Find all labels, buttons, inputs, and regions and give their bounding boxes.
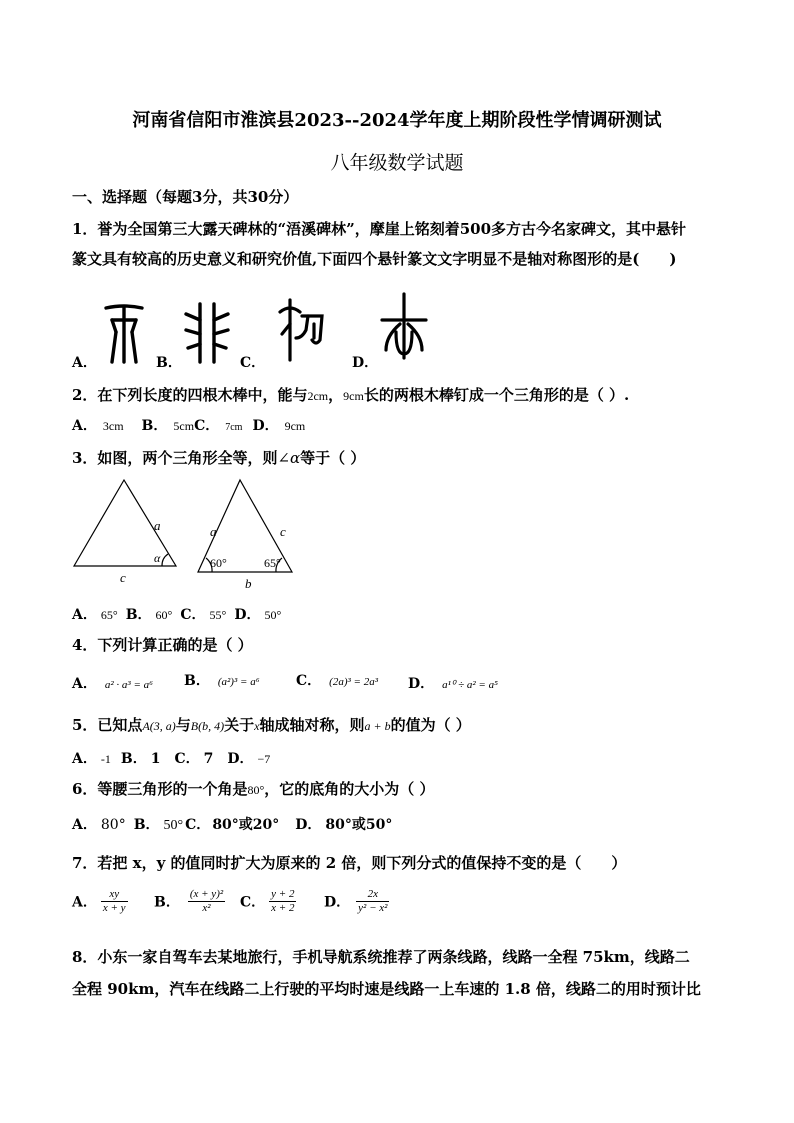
q2-stem: 2．在下列长度的四根木棒中，能与2cm，9cm长的两根木棒钉成一个三角形的是（ ）. xyxy=(72,386,630,404)
q4-stem: 4．下列计算正确的是（ ） xyxy=(72,636,253,654)
fig1-label-a: a xyxy=(154,518,161,533)
q6-options: A． 80° B． 50° C． 80°或20° D． 80°或50° xyxy=(72,817,393,833)
q5-options: A． -1 B． 1 C． 7 D． −7 xyxy=(72,751,271,767)
q3-stem: 3．如图，两个三角形全等，则∠α等于（ ） xyxy=(72,449,366,467)
q1-option-c-label: C． xyxy=(240,355,266,371)
seal-character-d-icon xyxy=(378,292,430,364)
fig2-label-b: b xyxy=(245,576,252,591)
q3-figure xyxy=(70,476,310,598)
section-heading: 一、选择题（每题3分，共30分） xyxy=(72,188,299,206)
q5-point-b: B(b, 4) xyxy=(190,719,225,733)
fig1-label-alpha: α xyxy=(154,551,161,565)
seal-character-a-icon xyxy=(102,302,146,368)
q7-option-d: D． $\frac{2x}{\text{y² − x²}}$ xyxy=(324,888,388,914)
q5-point-a: A(3, a) xyxy=(142,719,176,733)
exam-subtitle: 八年级数学试题 xyxy=(330,152,464,174)
q1-line2: 篆文具有较高的历史意义和研究价值,下面四个悬针篆文文字明显不是轴对称图形的是( ) xyxy=(72,250,677,268)
q4-option-d: D． a¹⁰ ÷ a² = a⁵ xyxy=(408,676,498,692)
q4-option-c: C． (2a)³ = 2a³ xyxy=(296,673,379,689)
seal-character-c-icon xyxy=(276,294,326,366)
q1-option-b-label: B． xyxy=(156,355,182,371)
q7-option-c: C． $\frac{y + 2}{x + 2}$ xyxy=(240,888,295,914)
q2-length-2cm: 2cm xyxy=(307,389,329,403)
q1-line1: 1．誉为全国第三大露天碑林的“浯溪碑林”，摩崖上铭刻着500多方古今名家碑文，其中悬针 xyxy=(72,220,687,238)
q1-option-a-label: A． xyxy=(72,355,97,371)
q8-line2: 全程 90km，汽车在线路二上行驶的平均时速是线路一上车速的 1.8 倍，线路二的用时预计比 xyxy=(72,980,701,998)
seal-character-b-icon xyxy=(184,300,230,368)
q6-angle: 80° xyxy=(247,783,265,797)
q4-option-b: B． (a²)³ = a⁶ xyxy=(184,673,260,689)
q5-stem: 5．已知点A(3, a)与B(b, 4)关于x轴成轴对称，则a + b的值为（ ） xyxy=(72,716,471,734)
q7-option-b: B． $\frac{\text{(x + y)²}}{\text{x²}}$ xyxy=(154,888,224,914)
q7-option-a: A． $\frac{xy}{x + y}$ xyxy=(72,888,126,914)
fig1-label-c: c xyxy=(120,570,126,585)
q6-stem: 6．等腰三角形的一个角是80°，它的底角的大小为（ ） xyxy=(72,780,435,798)
fig2-angle-60: 60° xyxy=(210,556,227,570)
q3-options: A． 65° B． 60° C． 55° D． 50° xyxy=(72,607,282,623)
q2-options: A． 3cm B． 5cmC． 7cm D． 9cm xyxy=(72,418,306,434)
fig2-label-c: c xyxy=(280,524,286,539)
q4-option-a: A． a² · a³ = a⁶ xyxy=(72,676,153,692)
fig2-label-a: a xyxy=(210,524,217,539)
q2-length-9cm: 9cm xyxy=(343,389,364,403)
q3-angle-alpha: ∠α xyxy=(277,449,301,467)
q8-line1: 8．小东一家自驾车去某地旅行，手机导航系统推荐了两条线路，线路一全程 75km，线路二 xyxy=(72,948,690,966)
q1-option-d-label: D． xyxy=(352,355,379,371)
q5-expression: a + b xyxy=(364,719,391,733)
fig2-angle-65: 65° xyxy=(264,556,281,570)
exam-title: 河南省信阳市淮滨县2023--2024学年度上期阶段性学情调研测试 xyxy=(132,110,662,131)
q7-stem: 7．若把 x，y 的值同时扩大为原来的 2 倍，则下列分式的值保持不变的是（ ） xyxy=(72,854,627,872)
